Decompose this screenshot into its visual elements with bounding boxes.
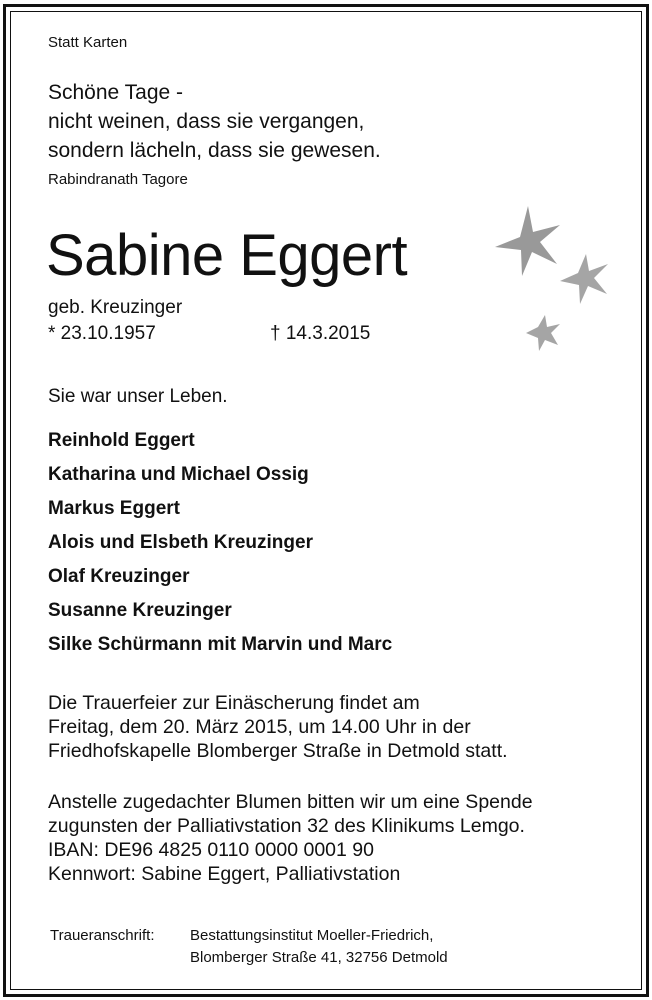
birth-name: geb. Kreuzinger	[48, 297, 183, 318]
address-label: Traueranschrift:	[50, 927, 155, 944]
star-medium	[560, 254, 608, 304]
quote-block	[48, 78, 381, 165]
address-line: Blomberger Straße 41, 32756 Detmold	[190, 949, 448, 966]
donation-line: Kennwort: Sabine Eggert, Palliativstation	[48, 863, 401, 885]
mourner-name: Susanne Kreuzinger	[48, 600, 232, 621]
quote-line: sondern lächeln, dass sie gewesen.	[48, 139, 381, 162]
quote-line: Schöne Tage -	[48, 81, 184, 104]
star-small	[526, 315, 560, 351]
donation-line: IBAN: DE96 4825 0110 0000 0001 90	[48, 839, 374, 861]
star-large	[495, 206, 560, 276]
mourner-name: Katharina und Michael Ossig	[48, 464, 309, 485]
quote-line: nicht weinen, dass sie vergangen,	[48, 110, 365, 133]
service-line: Freitag, dem 20. März 2015, um 14.00 Uhr in der	[48, 716, 471, 738]
donation-line: zugunsten der Palliativstation 32 des Klinikums Lemgo.	[48, 815, 525, 837]
donation-notice	[48, 790, 533, 886]
death-date: † 14.3.2015	[270, 323, 371, 344]
deceased-name: Sabine Eggert	[46, 223, 408, 288]
quote-author: Rabindranath Tagore	[48, 171, 188, 188]
mourner-name: Markus Eggert	[48, 498, 180, 519]
statt-karten: Statt Karten	[48, 34, 128, 51]
mourner-name: Silke Schürmann mit Marvin und Marc	[48, 634, 393, 655]
tribute-line: Sie war unser Leben.	[48, 386, 228, 407]
donation-line: Anstelle zugedachter Blumen bitten wir um eine Spende	[48, 791, 533, 813]
mourner-name: Alois und Elsbeth Kreuzinger	[48, 532, 313, 553]
mourner-name: Olaf Kreuzinger	[48, 566, 190, 587]
birth-date: * 23.10.1957	[48, 323, 156, 344]
service-line: Die Trauerfeier zur Einäscherung findet am	[48, 692, 420, 714]
address-line: Bestattungsinstitut Moeller-Friedrich,	[190, 927, 434, 944]
service-line: Friedhofskapelle Blomberger Straße in Detmold statt.	[48, 740, 508, 762]
service-notice	[48, 691, 508, 763]
mourners-list	[48, 430, 392, 668]
stars-icon	[490, 206, 620, 356]
mourner-name: Reinhold Eggert	[48, 430, 195, 451]
